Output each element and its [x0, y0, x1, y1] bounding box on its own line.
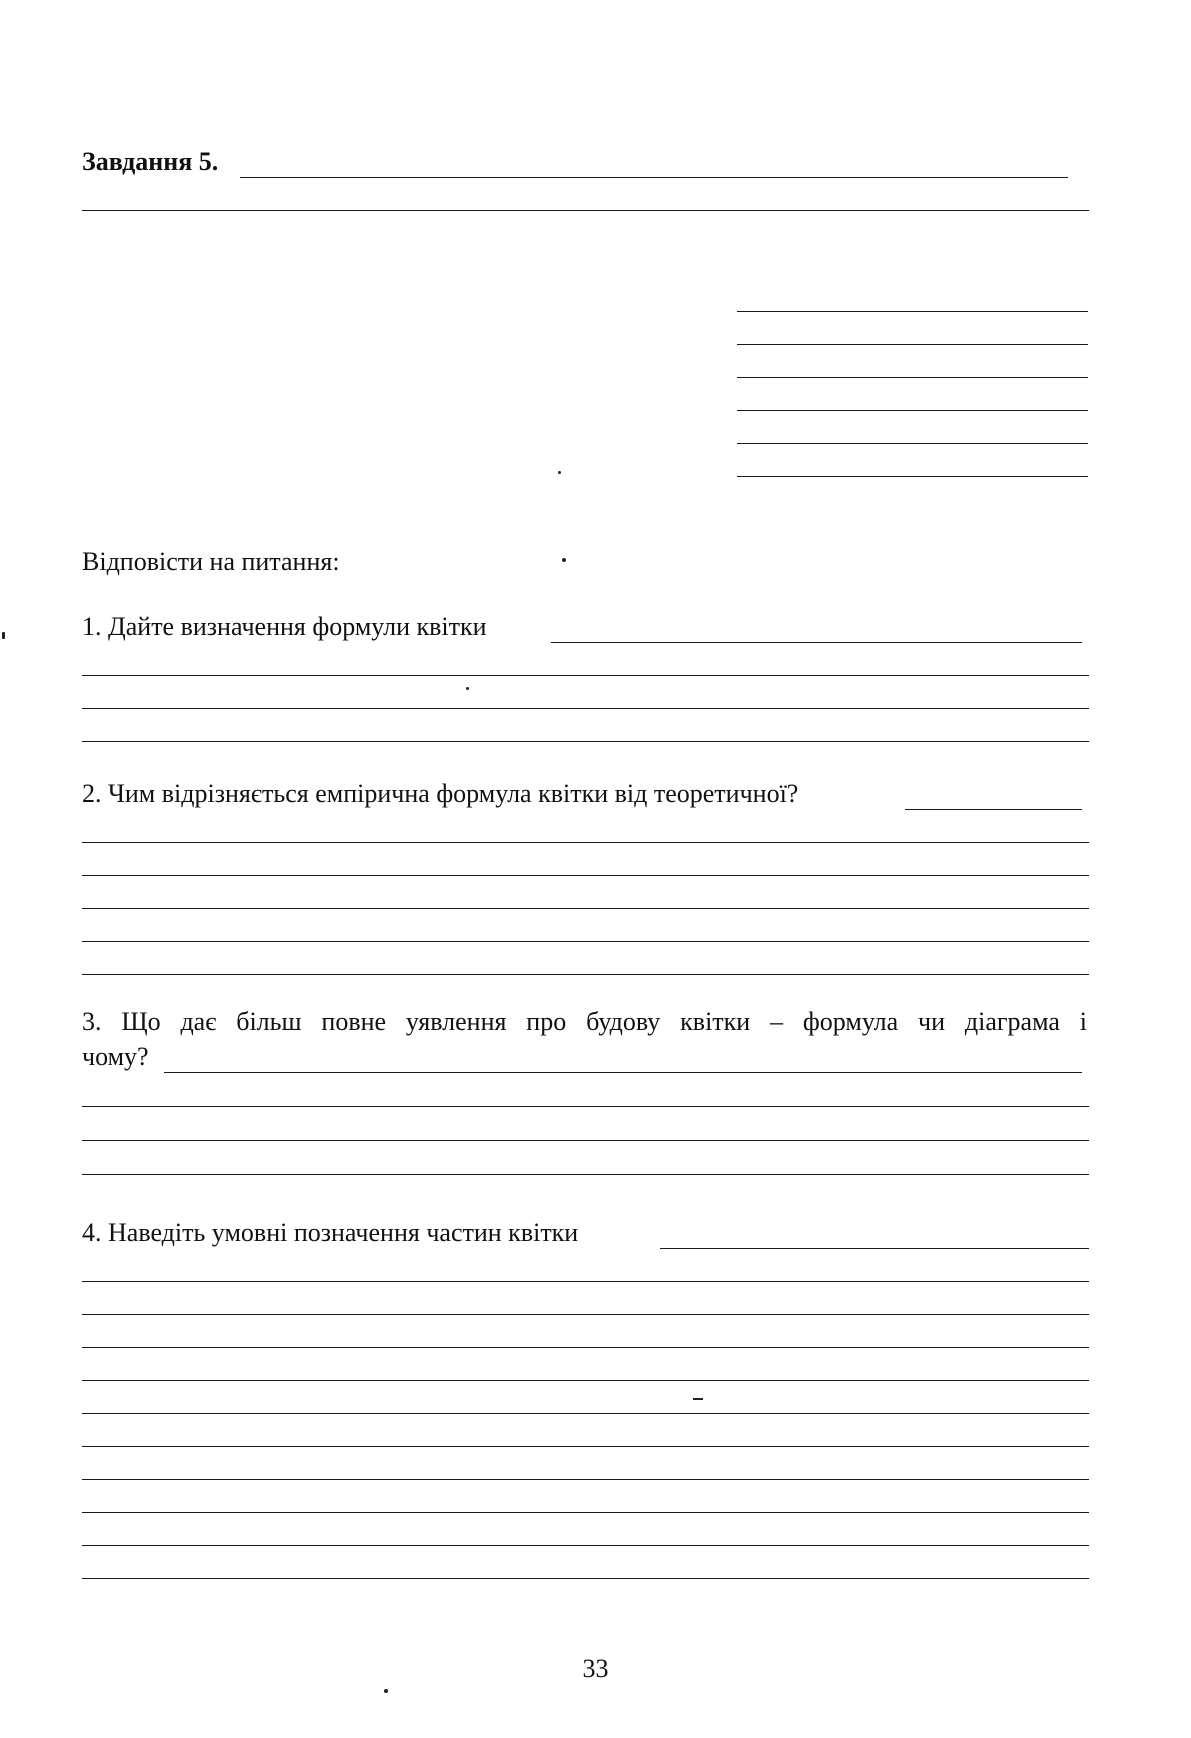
scan-speck: [693, 1398, 703, 1400]
answer-line: [82, 741, 1089, 742]
scan-speck: [562, 558, 566, 562]
answer-line: [82, 1545, 1089, 1546]
question-3-line-1: 3. Що дає більш повне уявлення про будову квітки – формула чи діаграма і: [82, 1007, 1087, 1036]
question-4-fill-line: [660, 1248, 1089, 1249]
answer-line: [82, 1106, 1089, 1107]
answer-line: [82, 1578, 1089, 1579]
scan-speck: [384, 1689, 388, 1693]
answer-line: [82, 1512, 1089, 1513]
question-3-line-2: чому?: [82, 1042, 149, 1071]
question-2-text: 2. Чим відрізняється емпірична формула квітки від теоретичної?: [82, 779, 799, 808]
answer-line: [82, 875, 1089, 876]
answer-line: [82, 1281, 1089, 1282]
scan-speck: [2, 632, 5, 639]
answer-line: [82, 974, 1089, 975]
answer-line: [82, 941, 1089, 942]
answer-line: [82, 1413, 1089, 1414]
answer-line: [82, 1479, 1089, 1480]
question-3-fill-line: [164, 1072, 1082, 1073]
answer-line: [82, 1174, 1089, 1175]
answer-line: [82, 1314, 1089, 1315]
label-line: [737, 377, 1088, 378]
answer-line: [82, 908, 1089, 909]
question-1-fill-line: [551, 642, 1082, 643]
label-line: [737, 311, 1088, 312]
answer-line: [82, 675, 1089, 676]
label-line: [737, 443, 1088, 444]
answer-line: [82, 708, 1089, 709]
answer-line: [82, 1347, 1089, 1348]
label-line: [737, 410, 1088, 411]
question-2-fill-line: [905, 809, 1082, 810]
answer-line: [82, 1380, 1089, 1381]
task-title: Завдання 5.: [82, 147, 219, 176]
question-4-text: 4. Наведіть умовні позначення частин квітки: [82, 1218, 579, 1247]
answer-line: [82, 842, 1089, 843]
scan-speck: [466, 687, 469, 690]
task-answer-line: [82, 210, 1089, 211]
question-3-text: [82, 1006, 1087, 1038]
answer-line: [82, 1140, 1089, 1141]
instruction-text: Відповісти на питання:: [82, 547, 340, 576]
scan-speck: [558, 471, 561, 474]
answer-line: [82, 1446, 1089, 1447]
label-line: [737, 344, 1088, 345]
question-1-text: 1. Дайте визначення формули квітки: [82, 612, 487, 641]
task-title-fill-line: [240, 177, 1068, 178]
page-number: 33: [582, 1654, 609, 1683]
label-line: [737, 476, 1088, 477]
